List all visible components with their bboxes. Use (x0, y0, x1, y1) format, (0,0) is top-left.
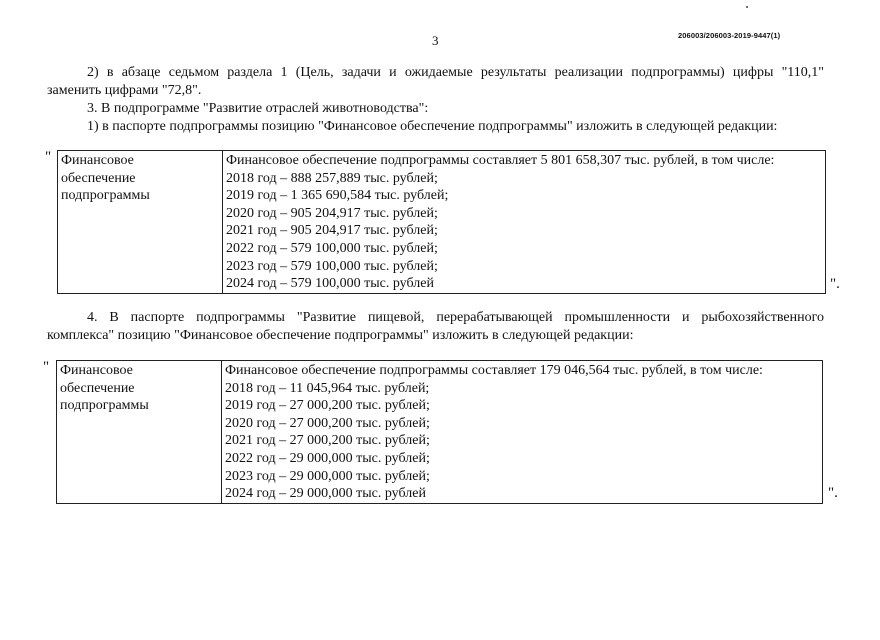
table-1-label-line: подпрограммы (61, 188, 150, 204)
table-2-year-line: 2019 год – 27 000,200 тыс. рублей; (225, 398, 430, 414)
table-2-label-line: подпрограммы (60, 398, 149, 414)
passport-table-2 (56, 360, 823, 504)
table-2-year-line: 2023 год – 29 000,000 тыс. рублей; (225, 468, 430, 484)
table-2-total-line: Финансовое обеспечение подпрограммы составляет 179 046,564 тыс. рублей, в том числе: (225, 363, 763, 378)
table-2-close-quote: ". (828, 485, 838, 501)
table-2-year-line: 2022 год – 29 000,000 тыс. рублей; (225, 450, 430, 466)
table-2-label-line: Финансовое (60, 363, 133, 378)
table-1-label-line: обеспечение (61, 170, 136, 186)
passport-table-1 (57, 150, 826, 294)
section-heading-3: 3. В подпрограмме "Развитие отраслей животноводства": (87, 101, 429, 116)
paragraph-1-line-2: заменить цифрами "72,8". (47, 83, 202, 98)
paragraph-4-line-2: комплекса" позицию "Финансовое обеспечение подпрограммы" изложить в следующей редакции: (47, 328, 634, 343)
page-number: 3 (432, 33, 439, 48)
table-1-open-quote: " (45, 149, 52, 165)
table-1-year-line: 2021 год – 905 204,917 тыс. рублей; (226, 223, 438, 239)
table-2-open-quote: " (43, 359, 50, 375)
table-1-year-line: 2019 год – 1 365 690,584 тыс. рублей; (226, 188, 449, 204)
paragraph-1-line-1: 2) в абзаце седьмом раздела 1 (Цель, задачи и ожидаемые результаты реализации подпрограммы) цифры "110,1" (87, 65, 824, 80)
scan-speck (746, 6, 748, 8)
table-1-label-line: Финансовое (61, 153, 134, 168)
table-2-label-line: обеспечение (60, 380, 135, 396)
document-id: 206003/206003-2019-9447(1) (678, 31, 781, 40)
table-2-year-line: 2018 год – 11 045,964 тыс. рублей; (225, 380, 430, 396)
table-2-year-line: 2024 год – 29 000,000 тыс. рублей (225, 486, 426, 502)
table-1-year-line: 2023 год – 579 100,000 тыс. рублей; (226, 258, 438, 274)
table-1-year-line: 2018 год – 888 257,889 тыс. рублей; (226, 170, 438, 186)
table-2-year-line: 2020 год – 27 000,200 тыс. рублей; (225, 415, 430, 431)
table-row (58, 151, 826, 294)
table-2-value-cell (222, 361, 823, 504)
table-1-label-cell (58, 151, 223, 294)
paragraph-3: 1) в паспорте подпрограммы позицию "Финансовое обеспечение подпрограммы" изложить в следующей редакции: (87, 119, 778, 134)
table-1-year-line: 2022 год – 579 100,000 тыс. рублей; (226, 240, 438, 256)
table-1-close-quote: ". (830, 276, 840, 292)
table-1-value-cell (223, 151, 826, 294)
table-2-label-cell (57, 361, 222, 504)
paragraph-4-line-1: 4. В паспорте подпрограммы "Развитие пищевой, перерабатывающей промышленности и рыбохозяйственного (87, 310, 824, 325)
table-1-total-line: Финансовое обеспечение подпрограммы составляет 5 801 658,307 тыс. рублей, в том числе: (226, 153, 775, 168)
table-row (57, 361, 823, 504)
table-1-year-line: 2020 год – 905 204,917 тыс. рублей; (226, 205, 438, 221)
table-2-year-line: 2021 год – 27 000,200 тыс. рублей; (225, 433, 430, 449)
table-1-year-line: 2024 год – 579 100,000 тыс. рублей (226, 276, 434, 292)
